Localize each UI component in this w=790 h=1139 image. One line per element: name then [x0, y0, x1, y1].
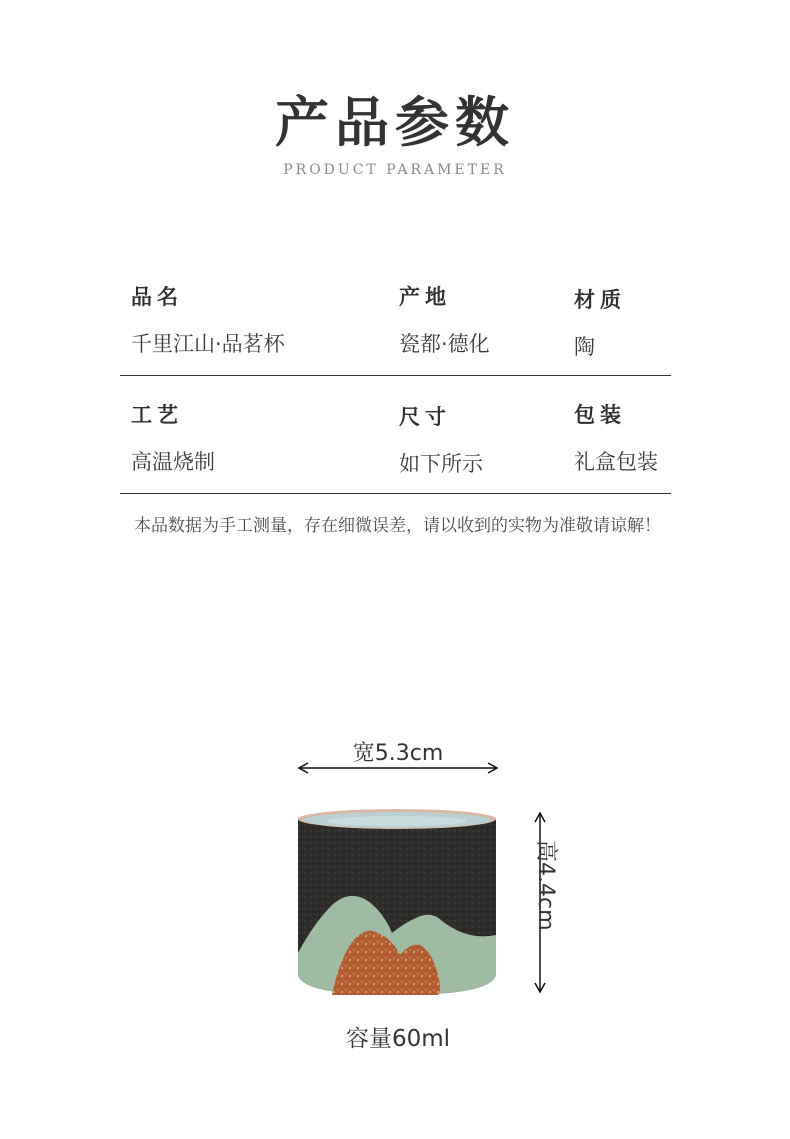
measurement-note: 本品数据为手工测量，存在细微误差，请以收到的实物为准敬请谅解！: [134, 516, 661, 536]
param-label: 工艺: [131, 403, 183, 427]
param-value: 千里江山·品茗杯: [131, 332, 285, 356]
param-value: 瓷都·德化: [399, 332, 490, 356]
cup-interior-highlight: [327, 816, 467, 826]
param-value: 高温烧制: [131, 450, 215, 474]
param-label: 产地: [399, 285, 451, 309]
tea-cup-image: [292, 805, 502, 1005]
param-label: 品名: [131, 285, 183, 309]
param-label: 包装: [574, 403, 626, 427]
param-label: 材质: [574, 288, 626, 312]
param-value: 礼盒包装: [574, 450, 658, 474]
width-label: 宽5.3cm: [352, 741, 444, 766]
page-subtitle: PRODUCT PARAMETER: [283, 162, 507, 178]
param-value: 如下所示: [399, 452, 483, 476]
height-label: 高4.4cm: [533, 840, 558, 931]
capacity-label: 容量60ml: [345, 1026, 451, 1052]
param-value: 陶: [574, 335, 595, 359]
param-label: 尺寸: [399, 405, 451, 429]
page-title: 产品参数: [275, 91, 515, 154]
